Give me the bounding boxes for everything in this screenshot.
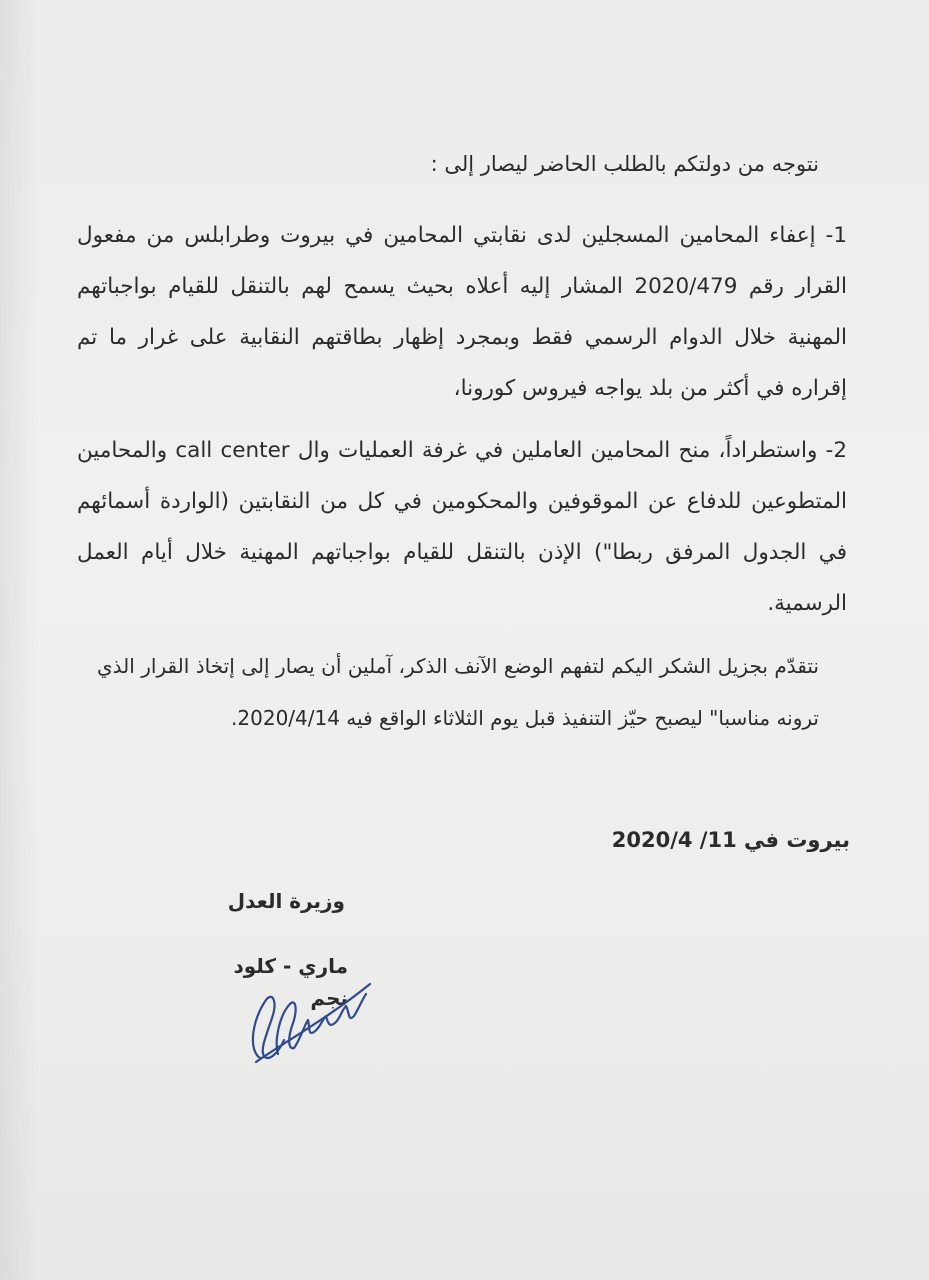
ministry-title: وزيرة العدل xyxy=(227,889,345,913)
place-and-date: بيروت في 11/ 2020/4 xyxy=(611,828,850,852)
request-item-1: 1- إعفاء المحامين المسجلين لدى نقابتي المحامين في بيروت وطرابلس من مفعول القرار رقم 2020/479 المشار إليه أعلاه بحيث يسمح لهم بالتنقل للقيام بواجباتهم المهنية خلال الدوام الرسمي فقط وبمجرد إظهار بطاقتهم النقابية على غرار ما تم إقراره في أكثر من بلد يواجه فيروس كورونا، xyxy=(77,223,847,401)
request-intro: نتوجه من دولتكم بالطلب الحاضر ليصار إلى : xyxy=(430,152,819,176)
closing-paragraph: نتقدّم بجزيل الشكر اليكم لتفهم الوضع الآنف الذكر، آملين أن يصار إلى إتخاذ القرار الذي ترونه مناسبا" ليصبح حيّز التنفيذ قبل يوم الثلاثاء الواقع فيه 2020/4/14. xyxy=(97,654,819,730)
page-edge-shadow xyxy=(0,0,40,1280)
handwritten-signature xyxy=(238,970,378,1070)
minister-name: ماري - كلود نجم xyxy=(233,954,348,1010)
request-item-2: 2- واستطراداً، منح المحامين العاملين في غرفة العمليات وال call center والمحامين المتطوعين للدفاع عن الموقوفين والمحكومين في كل من النقابتين (الواردة أسمائهم في الجدول المرفق ربطا") الإذن بالتنقل للقيام بواجباتهم المهنية خلال أيام العمل الرسمية. xyxy=(77,438,847,616)
